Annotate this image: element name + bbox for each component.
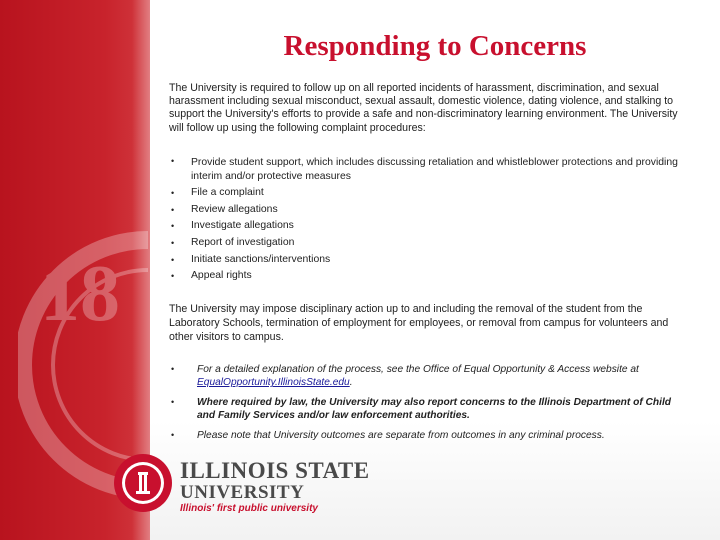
- list-item: • Report of investigation: [169, 235, 689, 252]
- note-process-website: [169, 363, 689, 390]
- seal-icon: [112, 452, 174, 514]
- note-period: .: [349, 377, 353, 389]
- note-reporting-law: • Where required by law, the University may also report concerns to the Illinois Department of Child and Family Services and/or law enforcement authorities.: [169, 396, 689, 423]
- intro-paragraph: The University is required to follow up on all reported incidents of harassment, discrimination, and sexual harassment including sexual misconduct, sexual assault, domestic violence, dating violence, and stalking to support the University's efforts to provide a safe and non-discriminatory learning environment. The University will follow up using the following complaint procedures:: [169, 82, 678, 134]
- list-item: • File a complaint: [169, 185, 689, 202]
- university-logo: [112, 452, 370, 522]
- logo-name-line1: ILLINOIS STATE: [180, 458, 370, 483]
- list-item: • Investigate allegations: [169, 218, 689, 235]
- procedure-list: [169, 155, 689, 285]
- logo-name-line2: UNIVERSITY: [180, 482, 305, 503]
- note-text: For a detailed explanation of the process, see the Office of Equal Opportunity & Access website at: [197, 364, 639, 375]
- logo-tagline: Illinois' first public university: [180, 503, 318, 514]
- list-item: • Appeal rights: [169, 268, 689, 285]
- list-item: • Review allegations: [169, 202, 689, 219]
- slide-title: Responding to Concerns: [283, 30, 587, 62]
- note-outcomes: • Please note that University outcomes are separate from outcomes in any criminal process.: [169, 429, 689, 442]
- watermark-number: 18: [40, 250, 120, 338]
- list-item: • Provide student support, which includes discussing retaliation and whistleblower protections and providing interim and/or protective measures: [169, 155, 689, 185]
- equal-opportunity-link[interactable]: EqualOpportunity.IllinoisState.edu: [197, 377, 350, 389]
- discipline-paragraph: The University may impose disciplinary action up to and including the removal of the student from the Laboratory Schools, termination of employment for employees, or removal from campus for volunteers and other visitors to campus.: [169, 303, 669, 343]
- notes-list: [169, 363, 689, 448]
- list-item: • Initiate sanctions/interventions: [169, 252, 689, 269]
